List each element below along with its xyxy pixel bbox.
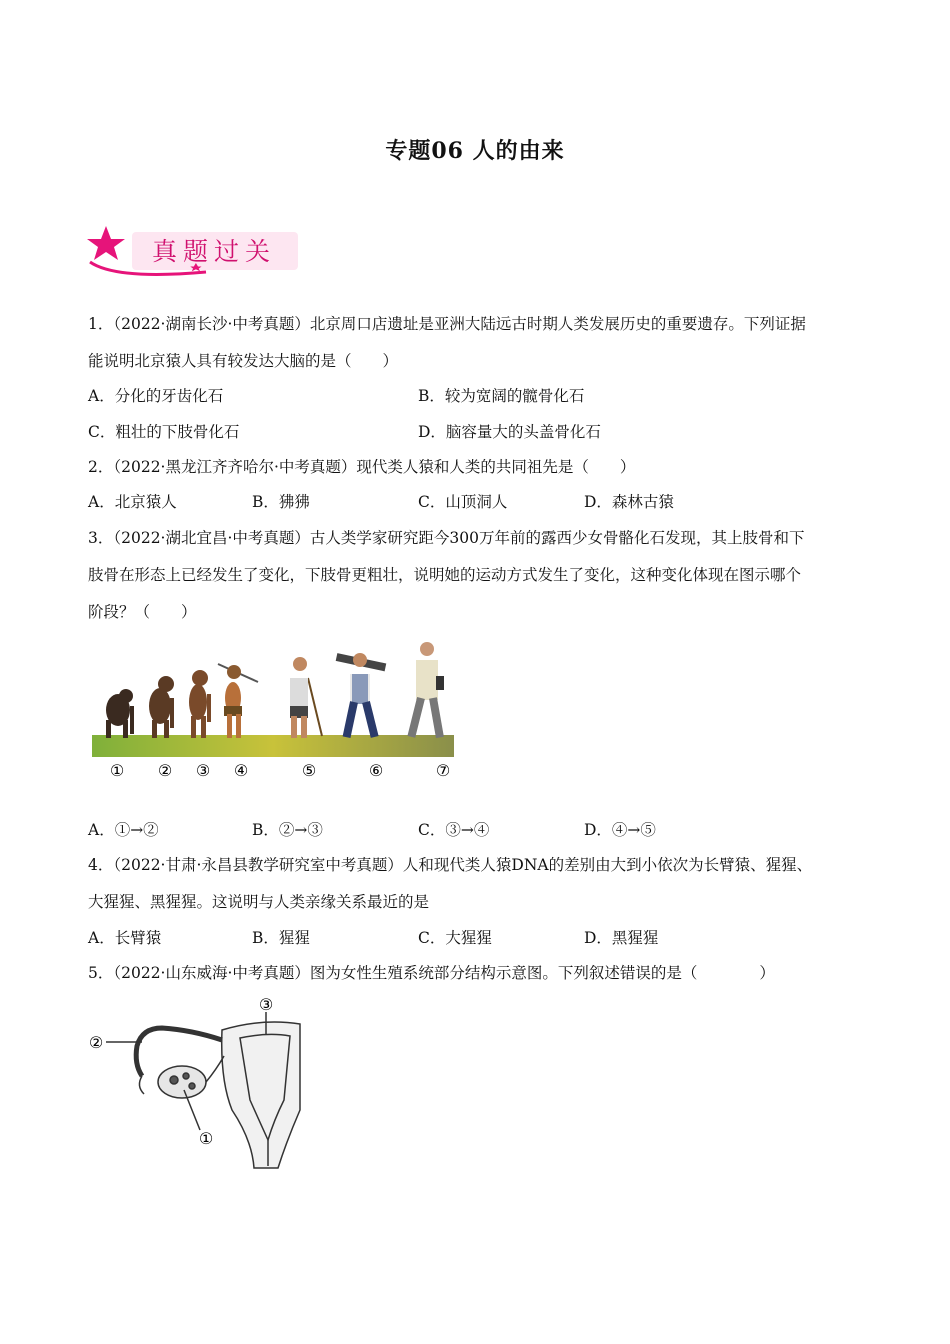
ground — [92, 735, 454, 757]
figure-label-2: ② — [157, 761, 173, 780]
figure2-label-3: ③ — [258, 995, 274, 1014]
q2-option-d[interactable]: D．森林古猿 — [584, 493, 674, 511]
page-title: 专题06 人的由来 — [385, 138, 565, 164]
figure-1-ape-icon — [106, 689, 134, 738]
q4-option-b[interactable]: B．猩猩 — [252, 929, 310, 947]
q4-option-d[interactable]: D．黑猩猩 — [584, 929, 659, 947]
q1-line-1: 1．（2022·湖南长沙·中考真题）北京周口店遗址是亚洲大陆远古时期人类发展历史的重要遗存。下列证据 — [88, 315, 806, 333]
q2-option-a[interactable]: A．北京猿人 — [88, 493, 177, 511]
ovarian-ligament — [206, 1056, 224, 1082]
q1-option-b[interactable]: B．较为宽阔的髋骨化石 — [418, 387, 585, 405]
q3-option-a[interactable]: A．①→② — [88, 821, 159, 839]
q1-line-2: 能说明北京猿人具有较发达大脑的是（ ） — [88, 352, 399, 370]
star-icon — [87, 226, 125, 260]
q3-line-3: 阶段？（ ） — [88, 603, 197, 621]
evolution-figure — [90, 640, 460, 785]
figure-label-5: ⑤ — [301, 761, 317, 780]
q4-line-2: 大猩猩、黑猩猩。这说明与人类亲缘关系最近的是 — [88, 893, 430, 911]
uterus-outline — [222, 1022, 300, 1168]
figure-label-7: ⑦ — [435, 761, 451, 780]
q2-option-b[interactable]: B．狒狒 — [252, 493, 310, 511]
figure2-label-1: ① — [198, 1129, 214, 1148]
section-banner — [86, 222, 301, 282]
q3-option-d[interactable]: D．④→⑤ — [584, 821, 656, 839]
q1-option-c[interactable]: C．粗壮的下肢骨化石 — [88, 423, 240, 441]
figure-label-3: ③ — [195, 761, 211, 780]
q4-option-a[interactable]: A．长臂猿 — [88, 929, 162, 947]
figure-7-modern-human-icon — [407, 642, 444, 738]
q4-line-1: 4．（2022·甘肃·永昌县教学研究室中考真题）人和现代类人猿DNA的差别由大到小依次为长臂猿、猩猩、 — [88, 856, 813, 874]
q2-line-1: 2．（2022·黑龙江齐齐哈尔·中考真题）现代类人猿和人类的共同祖先是（ ） — [88, 458, 636, 476]
q5-line-1: 5．（2022·山东威海·中考真题）图为女性生殖系统部分结构示意图。下列叙述错误的是（ ） — [88, 964, 775, 982]
figure-4-hominid-icon — [218, 664, 258, 738]
q4-option-c[interactable]: C．大猩猩 — [418, 929, 492, 947]
banner-text: 真题过关 — [152, 237, 277, 266]
q2-option-c[interactable]: C．山顶洞人 — [418, 493, 508, 511]
figure-3-hominid-icon — [189, 670, 211, 738]
reproductive-system-figure — [82, 990, 307, 1170]
q1-option-a[interactable]: A．分化的牙齿化石 — [88, 387, 224, 405]
figure-label-6: ⑥ — [368, 761, 384, 780]
figure-5-human-icon — [290, 657, 322, 738]
figure-label-4: ④ — [233, 761, 249, 780]
q1-option-d[interactable]: D．脑容量大的头盖骨化石 — [418, 423, 601, 441]
q3-option-c[interactable]: C．③→④ — [418, 821, 490, 839]
q3-line-2: 肢骨在形态上已经发生了变化，下肢骨更粗壮，说明她的运动方式发生了变化，这种变化体现在图示哪个 — [88, 566, 802, 584]
ovary — [158, 1066, 206, 1098]
figure-label-1: ① — [109, 761, 125, 780]
figure-6-human-icon — [336, 653, 387, 738]
q3-option-b[interactable]: B．②→③ — [252, 821, 323, 839]
fimbriae — [139, 1076, 144, 1094]
q3-line-1: 3．（2022·湖北宜昌·中考真题）古人类学家研究距今300万年前的露西少女骨骼化石发现，其上肢骨和下 — [88, 529, 805, 547]
figure-2-ape-icon — [149, 676, 174, 738]
figure2-label-2: ② — [88, 1033, 104, 1052]
